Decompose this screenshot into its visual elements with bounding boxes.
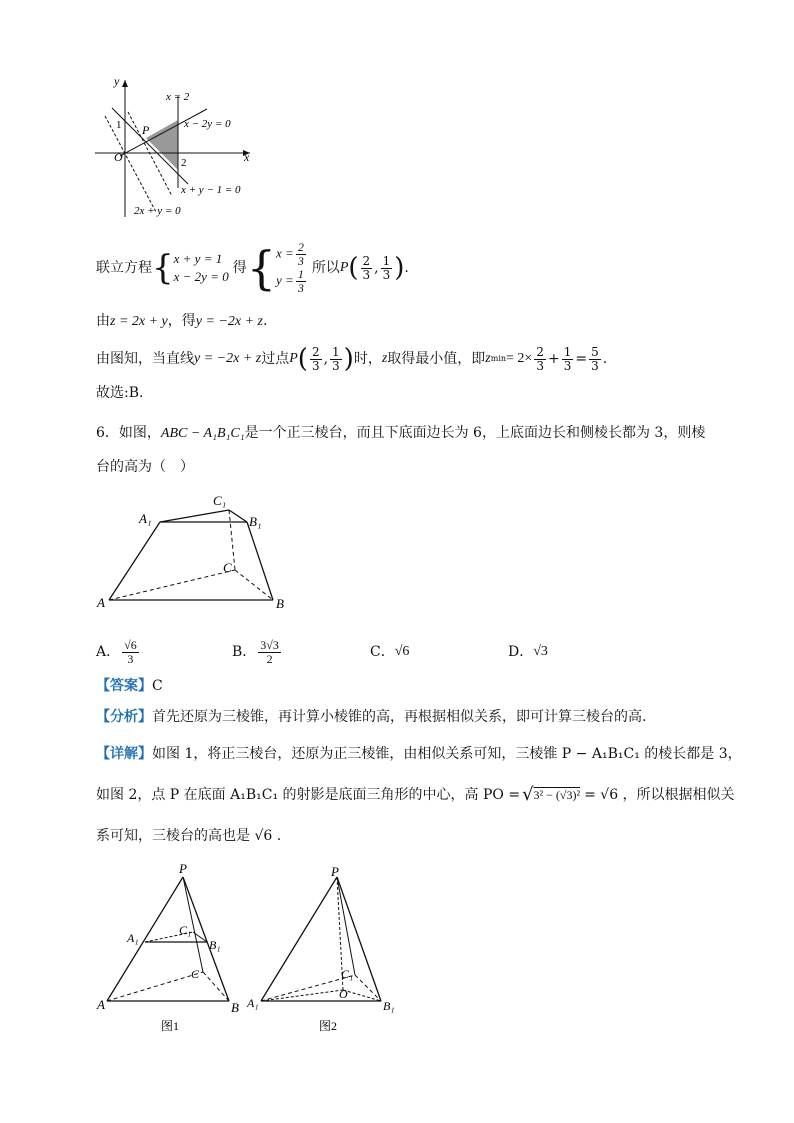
graph-x-label: x [244,150,250,164]
svg-text:B: B [231,1000,239,1015]
y-axis-arrow-icon [122,80,128,87]
answer-line: 【答案】C [96,678,163,694]
svg-text:C: C [191,967,200,981]
figure-1-caption: 图1 [161,1019,180,1033]
label-c: C [223,560,232,575]
label-b: B [276,596,284,611]
label-x-equals-2: x = 2 [166,91,190,103]
option-b[interactable]: B． $\frac{3√3}{2}$ [232,637,279,666]
detail-tag: 【详解】 [96,746,152,762]
edge-a-a1 [109,522,160,600]
graph-y-label: y [114,74,120,88]
svg-text:B₁: B₁ [383,999,395,1013]
solution-choice-line: 故选:B. [96,385,144,401]
label-b1: B₁ [249,514,262,529]
svg-text:O: O [339,987,348,1001]
svg-text:P: P [179,861,187,876]
analysis-tag: 【分析】 [96,709,152,725]
svg-text:A: A [97,997,105,1012]
detail-line-1: 【详解】如图 1，将正三棱台，还原为正三棱锥，由相似关系可知，三棱锥 P − A₁B₁C₁ 的棱长都是 3， [96,746,742,762]
label-x-minus-2y: x − 2y = 0 [184,118,231,130]
graph-p-label: P [142,123,150,137]
edge-c-b-dashed [235,570,273,600]
label-2x-plus-y: 2x + y = 0 [134,205,181,217]
figure-2-pyramid [245,860,405,1040]
svg-text:P: P [331,864,339,879]
analysis-line: 【分析】首先还原为三棱锥，再计算小棱锥的高，再根据相似关系，即可计算三棱台的高. [96,709,647,725]
edge-a-c-dashed [109,570,235,600]
question-6-line-2: 台的高为（ ） [96,459,194,475]
edge-a1-c1 [160,510,229,522]
solution-system-line: 联立方程 { x + y = 1 x − 2y = 0 得 { x = $\frac{2}{3}$ y = $\frac{1}{3}$ 所以 P ( $\frac{2}{3}$ , $\frac{1}{3}$ ) . [96,240,409,295]
figure-1-pyramid [93,860,253,1040]
linear-region-graph [90,72,270,222]
answer-tag: 【答案】 [96,678,152,694]
graph-tick-1: 1 [116,119,122,131]
graph-origin-label: O [114,150,123,164]
svg-text:C₁: C₁ [341,967,354,981]
solution-min-line: 由图知，当直线 y = −2x + z 过点 P ( $\frac{2}{3}$ , $\frac{1}{3}$ ) 时， z 取得最小值，即 z min = 2× $\frac{2}{3}$ + $\frac{1}{3}$ = $\frac{5}{3}$ . [96,344,608,374]
option-d[interactable]: D． √3 [508,644,548,660]
graph-tick-2: 2 [181,157,187,169]
svg-text:A₁: A₁ [127,931,139,945]
detail-line-3: 系可知，三棱台的高也是 √6 . [96,828,282,844]
label-c1: C₁ [213,493,227,508]
edge-b1-b [247,522,273,600]
detail-line-2: 如图 2，点 P 在底面 A₁B₁C₁ 的射影是底面三角形的中心，高 PO = √ 3² − (√3)² = √6 ，所以根据相似关 [96,784,735,805]
svg-text:A₁: A₁ [247,996,259,1010]
option-a[interactable]: A． $\frac{√6}{3}$ [96,637,137,666]
figure-2-caption: 图2 [319,1019,338,1033]
option-c[interactable]: C． √6 [370,644,410,660]
label-a1: A₁ [139,511,152,526]
svg-text:B₁: B₁ [209,938,221,952]
frustum-figure [95,490,295,615]
label-x-plus-y-minus-1: x + y − 1 = 0 [181,184,241,196]
edge-c1-b1 [229,510,247,522]
question-6-line-1: 6．如图，ABC − A₁B₁C₁是一个正三棱台，而且下底面边长为 6，上底面边长和侧棱长都为 3，则棱 [96,425,706,441]
svg-text:C₁: C₁ [179,923,192,937]
solution-z-line: 由z = 2x + y，得y = −2x + z. [96,313,268,329]
label-a: A [97,595,105,610]
